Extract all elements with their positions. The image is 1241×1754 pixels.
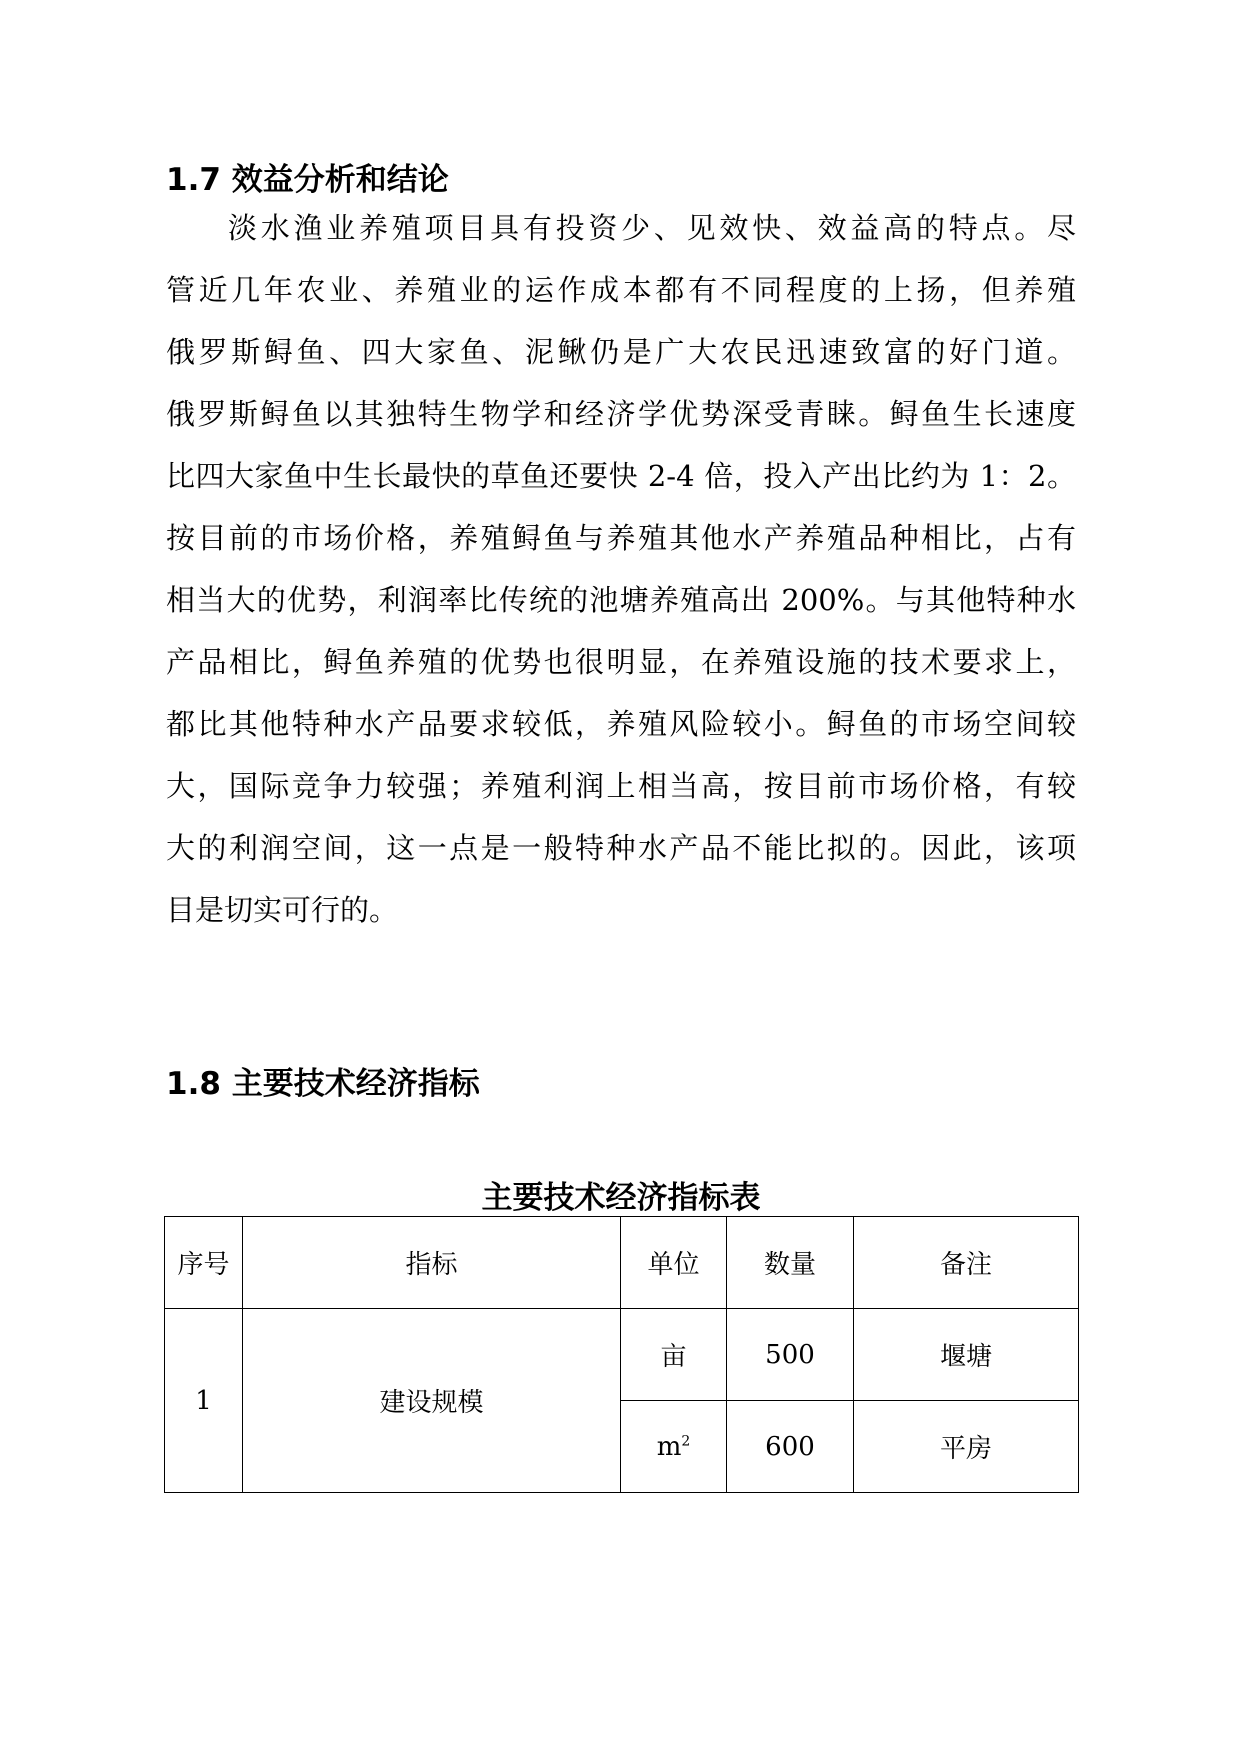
- cell-unit: [621, 1401, 727, 1493]
- section-heading-1-7: 1.7 效益分析和结论: [166, 162, 449, 198]
- section-heading-1-8: 1.8 主要技术经济指标: [166, 1066, 480, 1102]
- paragraph-line: 按目前的市场价格，养殖鲟鱼与养殖其他水产养殖品种相比，占有: [166, 521, 1076, 555]
- paragraph-line: 大，国际竞争力较强；养殖利润上相当高，按目前市场价格，有较: [166, 769, 1076, 803]
- header-remark: 备注: [854, 1217, 1079, 1309]
- paragraph-line: 淡水渔业养殖项目具有投资少、见效快、效益高的特点。尽: [228, 211, 1076, 245]
- header-quantity: 数量: [727, 1217, 854, 1309]
- cell-remark: 平房: [854, 1401, 1079, 1493]
- table-header-row: [165, 1217, 1079, 1309]
- header-indicator: 指标: [243, 1217, 621, 1309]
- paragraph-line: 目是切实可行的。: [166, 893, 399, 927]
- unit-base: m: [656, 1431, 682, 1462]
- paragraph-line: 大的利润空间，这一点是一般特种水产品不能比拟的。因此，该项: [166, 831, 1076, 865]
- cell-index: 1: [165, 1309, 243, 1493]
- header-unit: 单位: [621, 1217, 727, 1309]
- unit-superscript: 2: [681, 1432, 691, 1449]
- paragraph-line: 都比其他特种水产品要求较低，养殖风险较小。鲟鱼的市场空间较: [166, 707, 1076, 741]
- table-title: 主要技术经济指标表: [481, 1180, 761, 1216]
- cell-quantity: 500: [727, 1309, 854, 1401]
- paragraph-line: 比四大家鱼中生长最快的草鱼还要快 2-4 倍，投入产出比约为 1：2。: [166, 459, 1076, 493]
- cell-unit: 亩: [621, 1309, 727, 1401]
- paragraph-line: 相当大的优势，利润率比传统的池塘养殖高出 200%。与其他特种水: [166, 583, 1076, 617]
- cell-quantity: 600: [727, 1401, 854, 1493]
- indicators-table: [164, 1216, 1079, 1493]
- paragraph-line: 产品相比，鲟鱼养殖的优势也很明显，在养殖设施的技术要求上，: [166, 645, 1076, 679]
- cell-indicator: 建设规模: [243, 1309, 621, 1493]
- paragraph-line: 管近几年农业、养殖业的运作成本都有不同程度的上扬，但养殖: [166, 273, 1076, 307]
- paragraph-line: 俄罗斯鲟鱼、四大家鱼、泥鳅仍是广大农民迅速致富的好门道。: [166, 335, 1076, 369]
- cell-remark: 堰塘: [854, 1309, 1079, 1401]
- table-row: [165, 1309, 1079, 1401]
- header-index: 序号: [165, 1217, 243, 1309]
- paragraph-line: 俄罗斯鲟鱼以其独特生物学和经济学优势深受青睐。鲟鱼生长速度: [166, 397, 1076, 431]
